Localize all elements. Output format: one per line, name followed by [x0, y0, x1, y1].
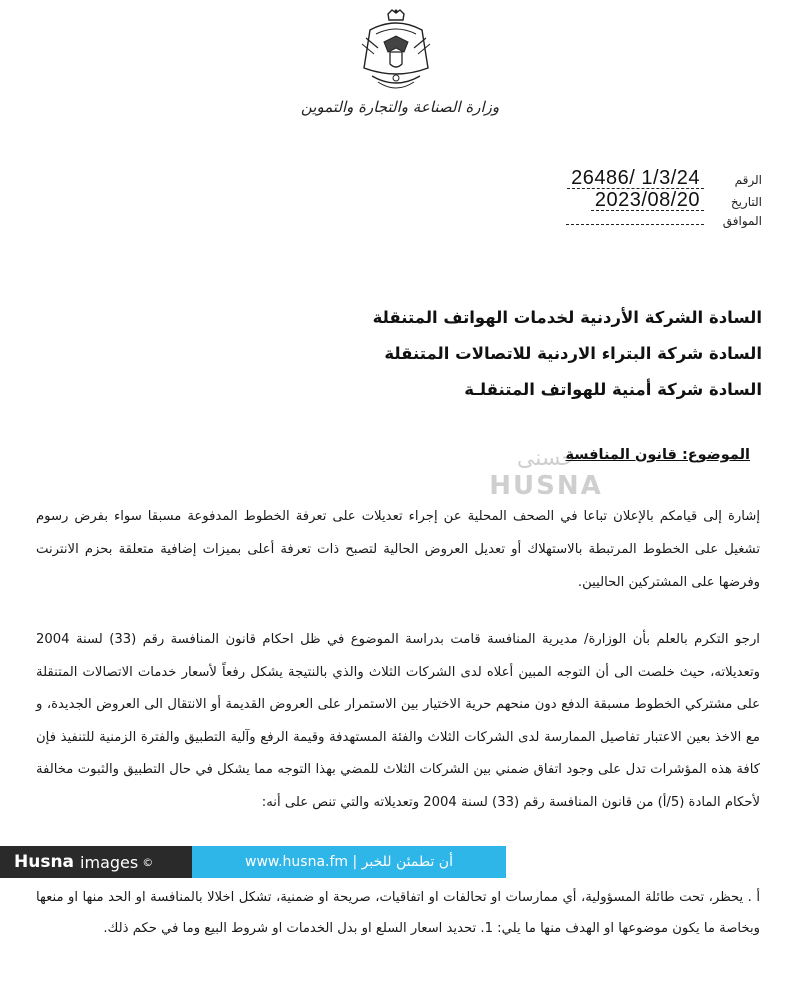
reference-number-label: الرقم — [734, 173, 762, 187]
brand-name: Husna — [14, 852, 75, 872]
reference-corresponding-label: الموافق — [722, 214, 762, 228]
subject-line: الموضوع: قانون المنافسة — [565, 447, 750, 463]
body-paragraph: إشارة إلى قيامكم بالإعلان تباعا في الصحف المحلية عن إجراء تعديلات على تعرفة الخطوط المدفوعة مسبقا سواء بفرض رسوم تشغيل على الخطوط المرتبطة بالاستهلاك أو تعديل العروض الحالية لتصبح ذات تعرفة أعلى بميزات إضافية متعلقة بحزم الانترنت وفرضها على المشتركين الحاليين. — [36, 509, 760, 590]
recipient-line: السادة الشركة الأردنية لخدمات الهواتف المتنقلة — [372, 308, 762, 327]
watermark-english: HUSNA — [489, 471, 603, 501]
husna-banner — [0, 846, 506, 878]
jordan-coat-of-arms-icon — [348, 8, 444, 98]
husna-images-brand — [0, 846, 192, 878]
body-paragraph-quoted-law: أ . يحظر، تحت طائلة المسؤولية، أي ممارسات او تحالفات او اتفاقيات، صريحة او ضمنية، تشكل اخلالا بالمنافسة او الحد منها او منعها وبخاصة ما يكون موضوعها او الهدف منها ما يلي: 1. تحديد اسعار السلع او بدل الخدمات او شروط البيع وما في حكم ذلك. — [36, 890, 760, 936]
reference-corresponding-value — [566, 212, 704, 225]
reference-date-row — [462, 190, 762, 212]
watermark-arabic: حسنى — [516, 446, 576, 471]
copyright-icon: © — [142, 855, 154, 869]
body-paragraph: ارجو التكرم بالعلم بأن الوزارة/ مديرية المنافسة قامت بدراسة الموضوع في ظل احكام قانون المنافسة رقم (33) لسنة 2004 وتعديلاته، حيث خلصت الى أن التوجه المبين أعلاه لدى الشركات الثلاث والذي بالنتيجة يشكل رفعاً لأسعار خدمات الاتصالات المتنقلة على مشتركي الخطوط مسبقة الدفع دون منحهم حرية الاختيار بين الاستمرار على العروض القديمة أو الانتقال الى العروض الجديدة، و مع الاخذ بعين الاعتبار تفاصيل الممارسة لدى الشركات الثلاث والفئة المستهدفة وقيمة الرفع وآلية التطبيق والفترة الزمنية للتنفيذ فإن كافة هذه المؤشرات تدل على وجود اتفاق ضمني بين الشركات الثلاث للمضي بهذا التوجه مما يشكل في حال التطبيق والثبوت مخالفة لأحكام المادة (5/أ) من قانون المنافسة رقم (33) لسنة 2004 وتعديلاته والتي تنص على أنه: — [36, 632, 760, 810]
reference-number-row — [462, 168, 762, 190]
reference-date-value: 2023/08/20 — [591, 190, 704, 211]
reference-corresponding-row — [462, 212, 762, 234]
reference-date-label: التاريخ — [730, 195, 762, 209]
recipient-line: السادة شركة أمنية للهواتف المتنقلـة — [464, 380, 762, 399]
husna-tagline[interactable]: أن تطمئن للخبر | www.husna.fm — [192, 846, 506, 878]
ministry-name: وزارة الصناعة والتجارة والتموين — [300, 98, 500, 116]
reference-block — [462, 168, 762, 234]
recipients-list — [262, 300, 762, 408]
recipient-line: السادة شركة البتراء الاردنية للاتصالات المتنقلة — [384, 344, 762, 363]
brand-suffix: images — [80, 852, 139, 872]
reference-number-value: 26486/ 1/3/24 — [567, 168, 704, 189]
